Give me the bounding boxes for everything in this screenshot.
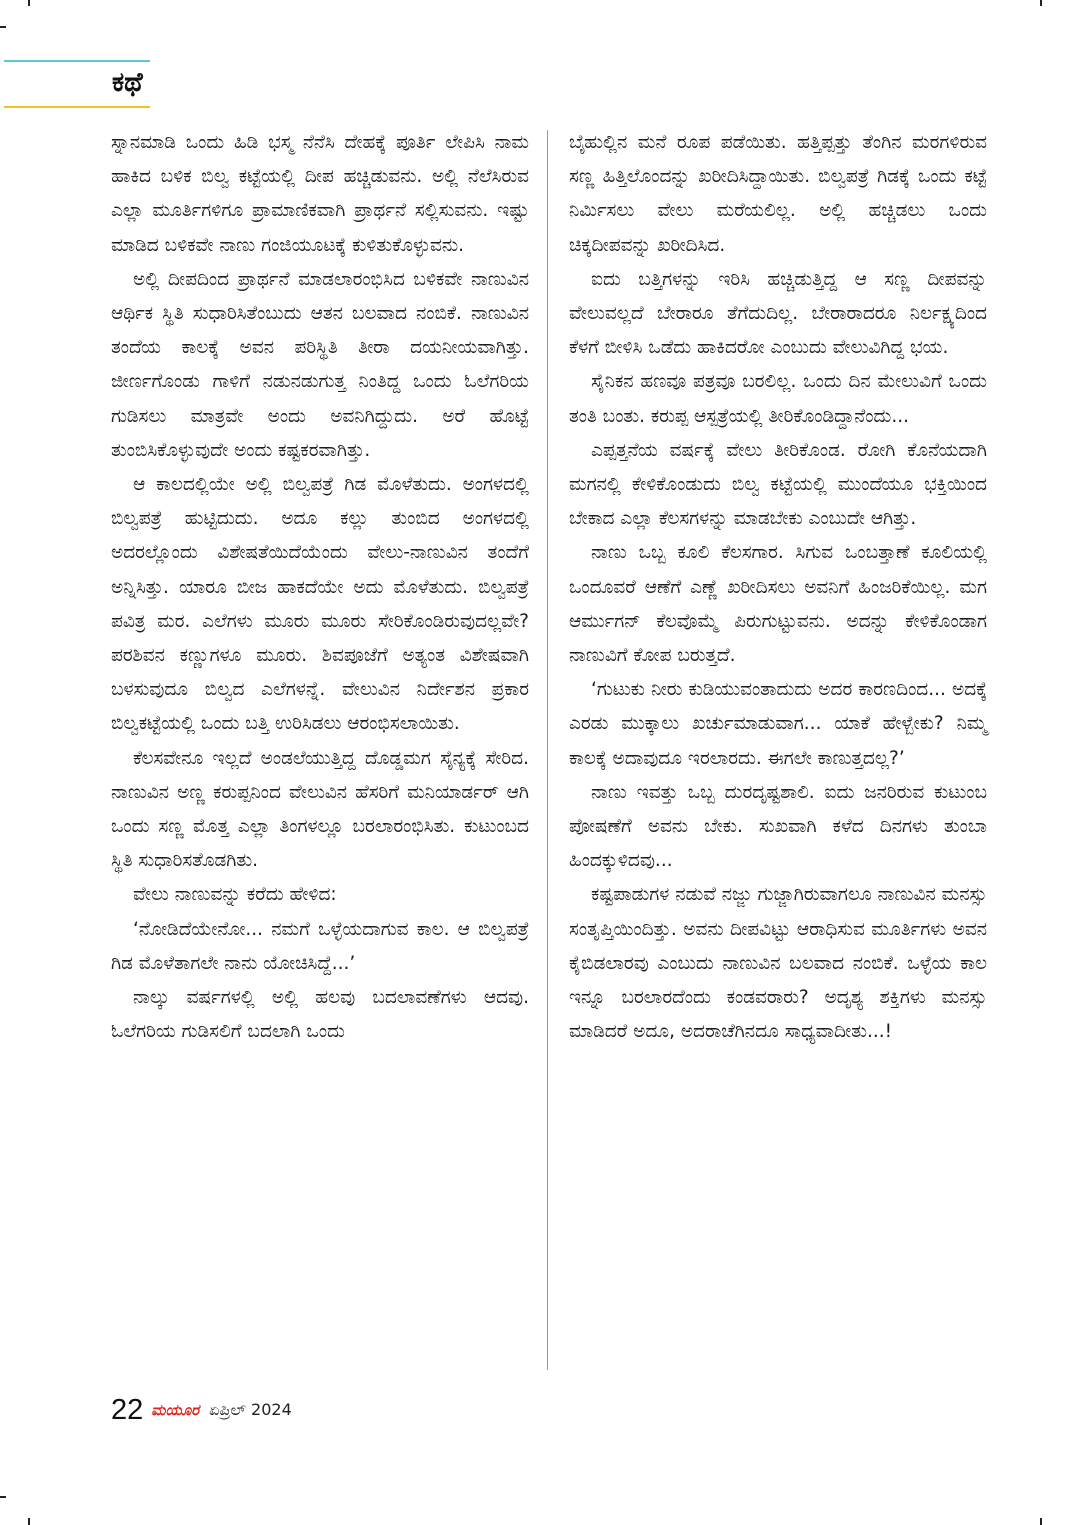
paragraph: ‘ಗುಟುಕು ನೀರು ಕುಡಿಯುವಂತಾದುದು ಅದರ ಕಾರಣದಿಂದ... ಅದಕ್ಕೆ ಎರಡು ಮುಕ್ಕಾಲು ಖರ್ಚುಮಾಡುವಾಗ... ಯಾಕೆ ಹೇಳ್ಬೇಕು? ನಿಮ್ಮ ಕಾಲಕ್ಕೆ ಅದಾವುದೂ ಇರಲಾರದು. ಈಗಲೇ ಕಾಣುತ್ತದಲ್ಲ?’ bbox=[569, 679, 987, 769]
paragraph: ವೇಲು ನಾಣುವನ್ನು ಕರೆದು ಹೇಳಿದ: bbox=[133, 884, 337, 906]
issue-date: ಏಪ್ರಿಲ್ 2024 bbox=[209, 1400, 292, 1419]
crop-mark-top-left bbox=[28, 0, 30, 6]
page-number: 22 bbox=[111, 1393, 144, 1426]
paragraph: ಬೈಹುಲ್ಲಿನ ಮನೆ ರೂಪ ಪಡೆಯಿತು. ಹತ್ತಿಪ್ಪತ್ತು ತೆಂಗಿನ ಮರಗಳಿರುವ ಸಣ್ಣ ಹಿತ್ತಿಲೊಂದನ್ನು ಖರೀದಿಸಿದ್ದಾಯಿತು. ಬಿಲ್ವಪತ್ರೆ ಗಿಡಕ್ಕೆ ಒಂದು ಕಟ್ಟೆ ನಿರ್ಮಿಸಲು ವೇಲು ಮರೆಯಲಿಲ್ಲ. ಅಲ್ಲಿ ಹಚ್ಚಿಡಲು ಒಂದು ಚಿಕ್ಕದೀಪವನ್ನು ಖರೀದಿಸಿದ. bbox=[569, 132, 987, 256]
paragraph: ಐದು ಬತ್ತಿಗಳನ್ನು ಇರಿಸಿ ಹಚ್ಚಿಡುತ್ತಿದ್ದ ಆ ಸಣ್ಣ ದೀಪವನ್ನು ವೇಲುವಲ್ಲದೆ ಬೇರಾರೂ ತೆಗೆದುದಿಲ್ಲ. ಬೇರಾರಾದರೂ ನಿರ್ಲಕ್ಷ್ಯದಿಂದ ಕೆಳಗೆ ಬೀಳಿಸಿ ಒಡೆದು ಹಾಕಿದರೋ ಎಂಬುದು ವೇಲುವಿಗಿದ್ದ ಭಯ. bbox=[569, 268, 987, 359]
section-rule-top bbox=[4, 60, 150, 62]
magazine-logo: ಮಯೂರ bbox=[151, 1401, 200, 1419]
page-footer bbox=[111, 1390, 292, 1430]
paragraph: ‘ನೋಡಿದೆಯೇನೋ... ನಮಗೆ ಒಳ್ಳೆಯದಾಗುವ ಕಾಲ. ಆ ಬಿಲ್ವಪತ್ರೆ ಗಿಡ ಮೊಳೆತಾಗಲೇ ನಾನು ಯೋಚಿಸಿದ್ದೆ...’ bbox=[111, 918, 529, 974]
crop-mark-top-right bbox=[1040, 0, 1042, 6]
section-rule-bottom bbox=[4, 106, 150, 108]
crop-mark-left-bottom bbox=[0, 1496, 6, 1498]
paragraph: ಅಲ್ಲಿ ದೀಪದಿಂದ ಪ್ರಾರ್ಥನೆ ಮಾಡಲಾರಂಭಿಸಿದ ಬಳಿಕವೇ ನಾಣುವಿನ ಆರ್ಥಿಕ ಸ್ಥಿತಿ ಸುಧಾರಿಸಿತೆಂಬುದು ಆತನ ಬಲವಾದ ನಂಬಿಕೆ. ನಾಣುವಿನ ತಂದೆಯ ಕಾಲಕ್ಕೆ ಅವನ ಪರಿಸ್ಥಿತಿ ತೀರಾ ದಯನೀಯವಾಗಿತ್ತು. ಜೀರ್ಣಗೊಂಡು ಗಾಳಿಗೆ ನಡುನಡುಗುತ್ತ ನಿಂತಿದ್ದ ಒಂದು ಓಲೆಗರಿಯ ಗುಡಿಸಲು ಮಾತ್ರವೇ ಅಂದು ಅವನಿಗಿದ್ದುದು. ಅರೆ ಹೊಟ್ಟೆ ತುಂಬಿಸಿಕೊಳ್ಳುವುದೇ ಅಂದು ಕಷ್ಟಕರವಾಗಿತ್ತು. bbox=[111, 268, 529, 461]
paragraph: ಆ ಕಾಲದಲ್ಲಿಯೇ ಅಲ್ಲಿ ಬಿಲ್ವಪತ್ರೆ ಗಿಡ ಮೊಳೆತುದು. ಅಂಗಳದಲ್ಲಿ ಬಿಲ್ವಪತ್ರೆ ಹುಟ್ಟಿದುದು. ಅದೂ ಕಲ್ಲು ತುಂಬಿದ ಅಂಗಳದಲ್ಲಿ ಅದರಲ್ಲೊಂದು ವಿಶೇಷತೆಯಿದೆಯೆಂದು ವೇಲು-ನಾಣುವಿನ ತಂದೆಗೆ ಅನ್ನಿಸಿತ್ತು. ಯಾರೂ ಬೀಜ ಹಾಕದೆಯೇ ಅದು ಮೊಳೆತುದು. ಬಿಲ್ವಪತ್ರೆ ಪವಿತ್ರ ಮರ. ಎಲೆಗಳು ಮೂರು ಮೂರು ಸೇರಿಕೊಂಡಿರುವುದಲ್ಲವೇ? ಪರಶಿವನ ಕಣ್ಣುಗಳೂ ಮೂರು. ಶಿವಪೂಜೆಗೆ ಅತ್ಯಂತ ವಿಶೇಷವಾಗಿ ಬಳಸುವುದೂ ಬಿಲ್ವದ ಎಲೆಗಳನ್ನೆ. ವೇಲುವಿನ ನಿರ್ದೇಶನ ಪ್ರಕಾರ ಬಿಲ್ವಕಟ್ಟೆಯಲ್ಲಿ ಒಂದು ಬತ್ತಿ ಉರಿಸಿಡಲು ಆರಂಭಿಸಲಾಯಿತು. bbox=[111, 474, 529, 735]
paragraph: ಎಪ್ಪತ್ತನೆಯ ವರ್ಷಕ್ಕೆ ವೇಲು ತೀರಿಕೊಂಡ. ರೋಗಿ ಕೊನೆಯದಾಗಿ ಮಗನಲ್ಲಿ ಕೇಳಿಕೊಂಡುದು ಬಿಲ್ವ ಕಟ್ಟೆಯಲ್ಲಿ ಮುಂದೆಯೂ ಭಕ್ತಿಯಿಂದ ಬೇಕಾದ ಎಲ್ಲಾ ಕೆಲಸಗಳನ್ನು ಮಾಡಬೇಕು ಎಂಬುದೇ ಆಗಿತ್ತು. bbox=[569, 439, 987, 530]
paragraph: ನಾಣು ಒಬ್ಬ ಕೂಲಿ ಕೆಲಸಗಾರ. ಸಿಗುವ ಒಂಬತ್ತಾಣೆ ಕೂಲಿಯಲ್ಲಿ ಒಂದೂವರೆ ಆಣೆಗೆ ಎಣ್ಣೆ ಖರೀದಿಸಲು ಅವನಿಗೆ ಹಿಂಜರಿಕೆಯಿಲ್ಲ. ಮಗ ಆರ್ಮುಗನ್ ಕೆಲವೊಮ್ಮೆ ಪಿರುಗುಟ್ಟುವನು. ಅದನ್ನು ಕೇಳಿಕೊಂಡಾಗ ನಾಣುವಿಗೆ ಕೋಪ ಬರುತ್ತದೆ. bbox=[569, 542, 987, 667]
left-column bbox=[111, 126, 529, 1049]
paragraph: ಸ್ನಾನಮಾಡಿ ಒಂದು ಹಿಡಿ ಭಸ್ಮ ನೆನೆಸಿ ದೇಹಕ್ಕೆ ಪೂರ್ತಿ ಲೇಪಿಸಿ ನಾಮ ಹಾಕಿದ ಬಳಿಕ ಬಿಲ್ವ ಕಟ್ಟೆಯಲ್ಲಿ ದೀಪ ಹಚ್ಚಿಡುವನು. ಅಲ್ಲಿ ನೆಲೆಸಿರುವ ಎಲ್ಲಾ ಮೂರ್ತಿಗಳಿಗೂ ಪ್ರಾಮಾಣಿಕವಾಗಿ ಪ್ರಾರ್ಥನೆ ಸಲ್ಲಿಸುವನು. ಇಷ್ಟು ಮಾಡಿದ ಬಳಿಕವೇ ನಾಣು ಗಂಜಿಯೂಟಕ್ಕೆ ಕುಳಿತುಕೊಳ್ಳುವನು. bbox=[111, 132, 529, 256]
paragraph: ನಾಣು ಇವತ್ತು ಒಬ್ಬ ದುರದೃಷ್ಟಶಾಲಿ. ಐದು ಜನರಿರುವ ಕುಟುಂಬ ಪೋಷಣೆಗೆ ಅವನು ಬೇಕು. ಸುಖವಾಗಿ ಕಳೆದ ದಿನಗಳು ತುಂಬಾ ಹಿಂದಕ್ಕುಳಿದವು... bbox=[569, 781, 987, 872]
crop-mark-bottom-right bbox=[1040, 1518, 1042, 1525]
paragraph: ಕೆಲಸವೇನೂ ಇಲ್ಲದೆ ಅಂಡಲೆಯುತ್ತಿದ್ದ ದೊಡ್ಡಮಗ ಸೈನ್ಯಕ್ಕೆ ಸೇರಿದ. ನಾಣುವಿನ ಅಣ್ಣ ಕರುಪ್ಪನಿಂದ ವೇಲುವಿನ ಹೆಸರಿಗೆ ಮನಿಯಾರ್ಡರ್ ಆಗಿ ಒಂದು ಸಣ್ಣ ಮೊತ್ತ ಎಲ್ಲಾ ತಿಂಗಳಲ್ಲೂ ಬರಲಾರಂಭಿಸಿತು. ಕುಟುಂಬದ ಸ್ಥಿತಿ ಸುಧಾರಿಸತೊಡಗಿತು. bbox=[111, 747, 529, 872]
column-divider bbox=[547, 130, 548, 1370]
section-title: ಕಥೆ bbox=[112, 67, 143, 98]
paragraph: ಕಷ್ಟಪಾಡುಗಳ ನಡುವೆ ನಜ್ಜು ಗುಜ್ಜಾಗಿರುವಾಗಲೂ ನಾಣುವಿನ ಮನಸ್ಸು ಸಂತೃಪ್ತಿಯಿಂದಿತ್ತು. ಅವನು ದೀಪವಿಟ್ಟು ಆರಾಧಿಸುವ ಮೂರ್ತಿಗಳು ಅವನ ಕೈಬಿಡಲಾರವು ಎಂಬುದು ನಾಣುವಿನ ಬಲವಾದ ನಂಬಿಕೆ. ಒಳ್ಳೆಯ ಕಾಲ ಇನ್ನೂ ಬರಲಾರದೆಂದು ಕಂಡವರಾರು? ಅದೃಶ್ಯ ಶಕ್ತಿಗಳು ಮನಸ್ಸು ಮಾಡಿದರೆ ಅದೂ, ಅದರಾಚೆಗಿನದೂ ಸಾಧ್ಯವಾದೀತು...! bbox=[569, 884, 987, 1043]
crop-mark-bottom-left bbox=[28, 1518, 30, 1525]
paragraph: ನಾಲ್ಕು ವರ್ಷಗಳಲ್ಲಿ ಅಲ್ಲಿ ಹಲವು ಬದಲಾವಣೆಗಳು ಆದವು. ಓಲೆಗರಿಯ ಗುಡಿಸಲಿಗೆ ಬದಲಾಗಿ ಒಂದು bbox=[111, 987, 529, 1043]
crop-mark-left-top bbox=[0, 26, 6, 28]
right-column bbox=[569, 126, 987, 1049]
paragraph: ಸೈನಿಕನ ಹಣವೂ ಪತ್ರವೂ ಬರಲಿಲ್ಲ. ಒಂದು ದಿನ ಮೇಲುವಿಗೆ ಒಂದು ತಂತಿ ಬಂತು. ಕರುಪ್ಪ ಆಸ್ಪತ್ರೆಯಲ್ಲಿ ತೀರಿಕೊಂಡಿದ್ದಾನೆಂದು... bbox=[569, 371, 987, 427]
